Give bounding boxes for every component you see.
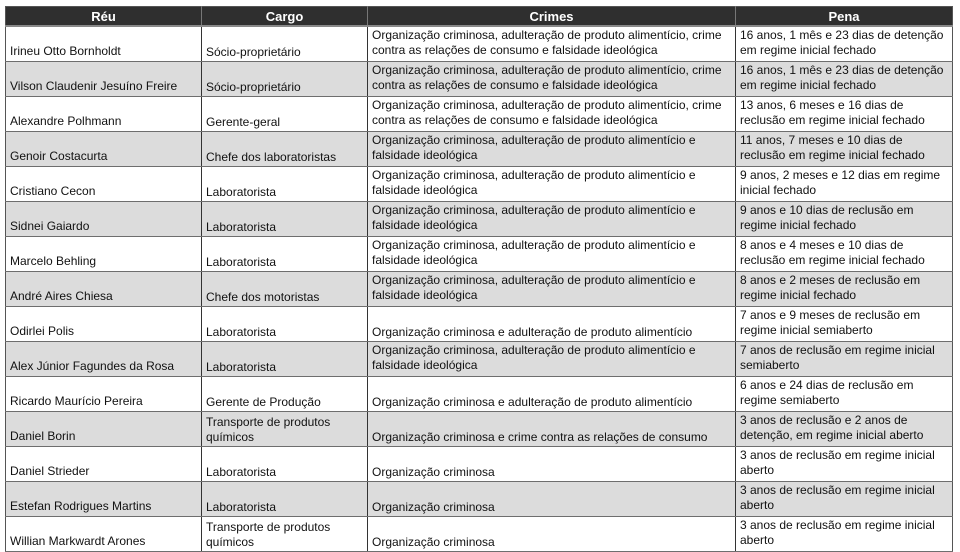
cell-crimes: Organização criminosa, adulteração de produto alimentício e falsidade ideológica [368, 202, 736, 237]
cell-pena: 9 anos e 10 dias de reclusão em regime inicial fechado [736, 202, 953, 237]
table-row [6, 447, 953, 482]
cell-reu: Daniel Borin [6, 412, 202, 447]
header-reu: Réu [6, 7, 202, 27]
header-crimes: Crimes [368, 7, 736, 27]
cell-cargo: Sócio-proprietário [202, 26, 368, 62]
cell-pena: 8 anos e 2 meses de reclusão em regime inicial fechado [736, 272, 953, 307]
cell-reu: Irineu Otto Bornholdt [6, 26, 202, 62]
table-row [6, 342, 953, 377]
table-row [6, 377, 953, 412]
cell-reu: Vilson Claudenir Jesuíno Freire [6, 62, 202, 97]
cell-cargo: Laboratorista [202, 342, 368, 377]
cell-pena: 16 anos, 1 mês e 23 dias de detenção em regime inicial fechado [736, 62, 953, 97]
cell-reu: Sidnei Gaiardo [6, 202, 202, 237]
cell-crimes: Organização criminosa e adulteração de produto alimentício [368, 377, 736, 412]
cell-reu: André Aires Chiesa [6, 272, 202, 307]
table-row [6, 62, 953, 97]
cell-reu: Alexandre Polhmann [6, 97, 202, 132]
cell-pena: 3 anos de reclusão em regime inicial aberto [736, 447, 953, 482]
cell-crimes: Organização criminosa, adulteração de produto alimentício, crime contra as relações de consumo e falsidade ideológica [368, 62, 736, 97]
cell-pena: 3 anos de reclusão e 2 anos de detenção, em regime inicial aberto [736, 412, 953, 447]
cell-pena: 7 anos e 9 meses de reclusão em regime inicial semiaberto [736, 307, 953, 342]
cell-crimes: Organização criminosa, adulteração de produto alimentício e falsidade ideológica [368, 342, 736, 377]
cell-reu: Genoir Costacurta [6, 132, 202, 167]
cell-pena: 3 anos de reclusão em regime inicial aberto [736, 482, 953, 517]
cell-reu: Marcelo Behling [6, 237, 202, 272]
cell-cargo: Laboratorista [202, 167, 368, 202]
cell-crimes: Organização criminosa e adulteração de produto alimentício [368, 307, 736, 342]
cell-pena: 16 anos, 1 mês e 23 dias de detenção em regime inicial fechado [736, 26, 953, 62]
cell-crimes: Organização criminosa [368, 517, 736, 552]
cell-cargo: Laboratorista [202, 202, 368, 237]
table-row [6, 307, 953, 342]
cell-pena: 3 anos de reclusão em regime inicial aberto [736, 517, 953, 552]
cell-cargo: Transporte de produtos químicos [202, 517, 368, 552]
cell-crimes: Organização criminosa, adulteração de produto alimentício, crime contra as relações de consumo e falsidade ideológica [368, 97, 736, 132]
cell-reu: Estefan Rodrigues Martins [6, 482, 202, 517]
cell-cargo: Chefe dos motoristas [202, 272, 368, 307]
cell-cargo: Laboratorista [202, 482, 368, 517]
cell-reu: Odirlei Polis [6, 307, 202, 342]
cell-reu: Cristiano Cecon [6, 167, 202, 202]
cell-cargo: Chefe dos laboratoristas [202, 132, 368, 167]
cell-crimes: Organização criminosa [368, 447, 736, 482]
table-row [6, 26, 953, 62]
cell-crimes: Organização criminosa, adulteração de produto alimentício, crime contra as relações de consumo e falsidade ideológica [368, 26, 736, 62]
cell-crimes: Organização criminosa, adulteração de produto alimentício e falsidade ideológica [368, 167, 736, 202]
sentences-table [5, 6, 953, 552]
cell-cargo: Laboratorista [202, 447, 368, 482]
cell-cargo: Gerente-geral [202, 97, 368, 132]
table-row [6, 482, 953, 517]
table-row [6, 272, 953, 307]
cell-reu: Willian Markwardt Arones [6, 517, 202, 552]
cell-reu: Alex Júnior Fagundes da Rosa [6, 342, 202, 377]
header-pena: Pena [736, 7, 953, 27]
cell-crimes: Organização criminosa e crime contra as relações de consumo [368, 412, 736, 447]
cell-reu: Ricardo Maurício Pereira [6, 377, 202, 412]
cell-cargo: Sócio-proprietário [202, 62, 368, 97]
table-row [6, 202, 953, 237]
table-row [6, 132, 953, 167]
cell-reu: Daniel Strieder [6, 447, 202, 482]
table-row [6, 412, 953, 447]
cell-crimes: Organização criminosa, adulteração de produto alimentício e falsidade ideológica [368, 237, 736, 272]
cell-pena: 11 anos, 7 meses e 10 dias de reclusão em regime inicial fechado [736, 132, 953, 167]
cell-cargo: Transporte de produtos químicos [202, 412, 368, 447]
header-cargo: Cargo [202, 7, 368, 27]
cell-pena: 7 anos de reclusão em regime inicial semiaberto [736, 342, 953, 377]
cell-pena: 8 anos e 4 meses e 10 dias de reclusão em regime inicial fechado [736, 237, 953, 272]
table-row [6, 97, 953, 132]
cell-cargo: Laboratorista [202, 307, 368, 342]
cell-cargo: Gerente de Produção [202, 377, 368, 412]
cell-pena: 13 anos, 6 meses e 16 dias de reclusão em regime inicial fechado [736, 97, 953, 132]
table-row [6, 517, 953, 552]
table-header-row [6, 7, 953, 27]
cell-crimes: Organização criminosa [368, 482, 736, 517]
cell-pena: 6 anos e 24 dias de reclusão em regime semiaberto [736, 377, 953, 412]
table-row [6, 167, 953, 202]
cell-crimes: Organização criminosa, adulteração de produto alimentício e falsidade ideológica [368, 272, 736, 307]
cell-crimes: Organização criminosa, adulteração de produto alimentício e falsidade ideológica [368, 132, 736, 167]
cell-cargo: Laboratorista [202, 237, 368, 272]
table-row [6, 237, 953, 272]
cell-pena: 9 anos, 2 meses e 12 dias em regime inicial fechado [736, 167, 953, 202]
